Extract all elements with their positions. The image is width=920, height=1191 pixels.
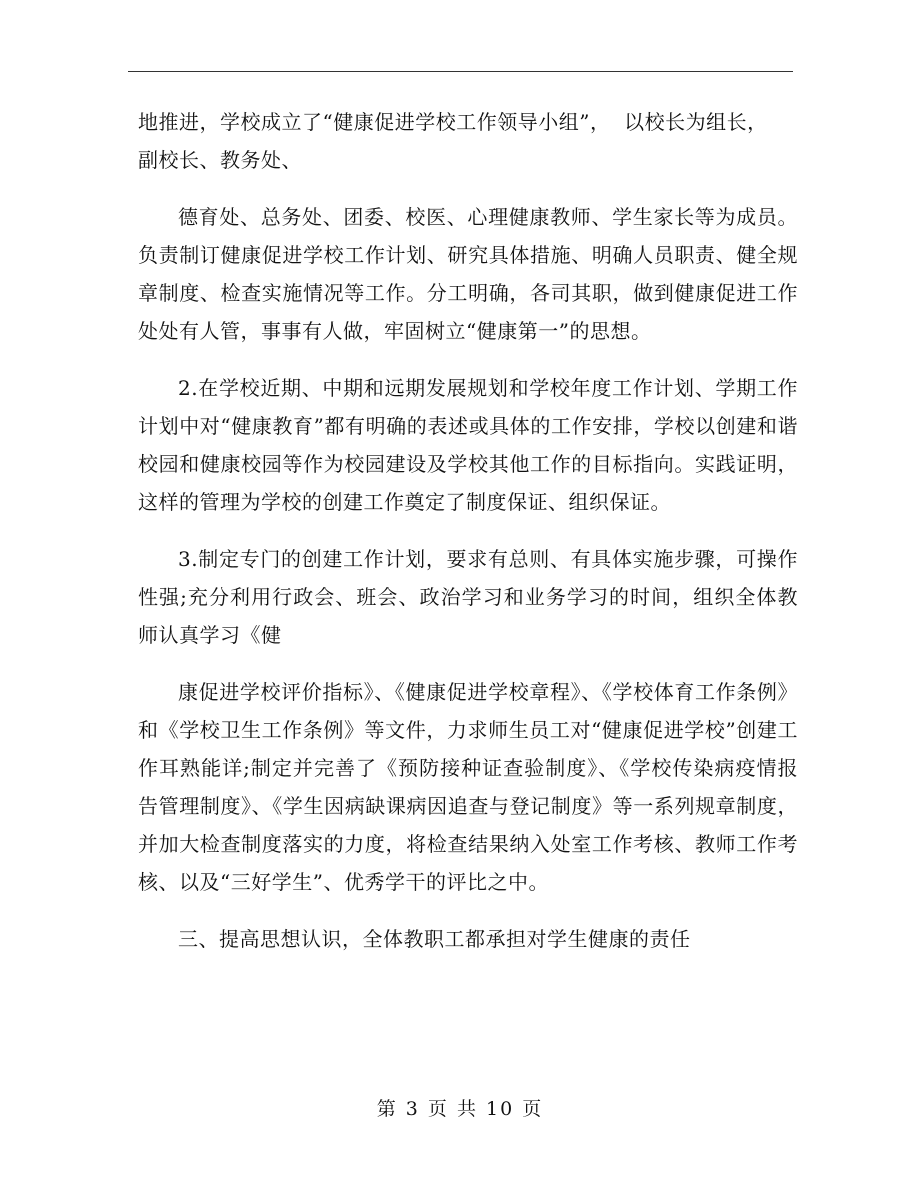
paragraph-item-3: 3.制定专门的创建工作计划，要求有总则、有具体实施步骤，可操作性强;充分利用行政会、班会、政治学习和业务学习的时间，组织全体教师认真学习《健: [138, 547, 798, 647]
header-rule: [128, 71, 793, 72]
paragraph-continuation: 地推进，学校成立了“健康促进学校工作领导小组”， 以校长为组长， 副校长、教务处、: [138, 110, 768, 172]
paragraph-item-2: 2.在学校近期、中期和远期发展规划和学校年度工作计划、学期工作计划中对“健康教育”都有明确的表述或具体的工作安排，学校以创建和谐校园和健康校园等作为校园建设及学校其他工作的目标指向。实践证明，这样的管理为学校的创建工作奠定了制度保证、组织保证。: [138, 376, 798, 514]
section-heading-3: 三、提高思想认识，全体教职工都承担对学生健康的责任: [178, 927, 691, 951]
page-number: 第 3 页 共 10 页: [376, 1098, 544, 1120]
paragraph-leadership-members: 德育处、总务处、团委、校医、心理健康教师、学生家长等为成员。负责制订健康促进学校工作计划、研究具体措施、明确人员职责、健全规章制度、检查实施情况等工作。分工明确，各司其职，做到健康促进工作处处有人管，事事有人做，牢固树立“健康第一”的思想。: [138, 205, 798, 343]
document-body: [138, 103, 798, 958]
paragraph-item-3-continued: 康促进学校评价指标》、《健康促进学校章程》、《学校体育工作条例》和《学校卫生工作条例》等文件，力求师生员工对“健康促进学校”创建工作耳熟能详;制定并完善了《预防接种证查验制度》、《学校传染病疫情报告管理制度》、《学生因病缺课病因追查与登记制度》等一系列规章制度，并加大检查制度落实的力度，将检查结果纳入处室工作考核、教师工作考核、以及“三好学生”、优秀学干的评比之中。: [138, 680, 798, 894]
